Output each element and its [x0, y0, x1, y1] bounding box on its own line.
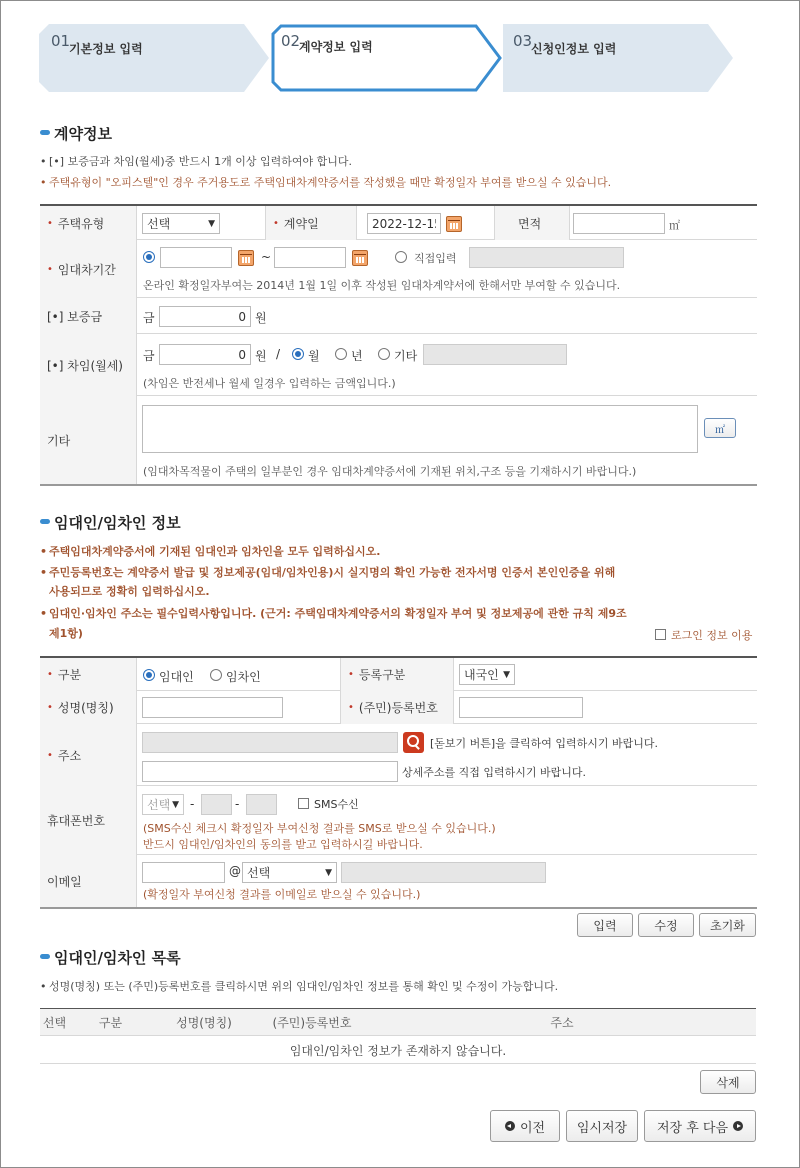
email-at: @ — [229, 864, 241, 878]
col-select: 선택 — [40, 1009, 69, 1036]
address-label: • 주소 — [40, 724, 137, 786]
contract-date-input[interactable] — [367, 213, 441, 234]
party-note-3b: 제1항) — [49, 627, 83, 640]
phone-mid-input[interactable] — [201, 794, 232, 815]
step-2-active — [271, 24, 503, 92]
rent-opt-month: 월 — [308, 349, 320, 363]
calendar-icon[interactable] — [446, 216, 462, 232]
phone-last-input[interactable] — [246, 794, 277, 815]
step-1-number: 01 — [51, 32, 71, 50]
save-next-button[interactable]: 저장 후 다음 — [644, 1110, 756, 1142]
input-button[interactable]: 입력 — [577, 913, 633, 937]
party-note-3: • 임대인·임차인 주소는 필수입력사항입니다. (근거: 주택임대차계약증서의 확정일자 부여 및 정보제공에 관한 규칙 제9조 — [40, 607, 627, 620]
id-number-input[interactable] — [459, 697, 583, 718]
email-label: 이메일 — [40, 855, 137, 907]
type-radio-lessee[interactable] — [210, 669, 222, 681]
edit-button[interactable]: 수정 — [638, 913, 694, 937]
phone-label: 휴대폰번호 — [40, 786, 137, 855]
id-number-label: • (주민)등록번호 — [340, 691, 454, 724]
step-3-number: 03 — [513, 32, 533, 50]
address-detail-input[interactable] — [142, 761, 398, 782]
search-icon[interactable] — [403, 732, 424, 753]
party-note-1: • 주택임대차계약증서에 기재된 임대인과 임차인을 모두 입력하십시오. — [40, 545, 381, 558]
period-separator: ~ — [261, 250, 272, 264]
house-type-select[interactable]: 선택 ▼ — [142, 213, 220, 234]
row-party-type — [40, 658, 757, 691]
rent-opt-other: 기타 — [394, 349, 418, 363]
col-id: (주민)등록번호 — [256, 1009, 368, 1036]
period-label: • 임대차기간 — [40, 240, 137, 298]
col-address: 주소 — [368, 1009, 756, 1036]
house-type-label: • 주택유형 — [40, 206, 137, 240]
login-info-label: 로그인 정보 이용 — [671, 629, 753, 642]
row-deposit — [40, 298, 757, 334]
rent-radio-month[interactable] — [292, 348, 304, 360]
rent-radio-other[interactable] — [378, 348, 390, 360]
section-bar-icon — [40, 954, 50, 959]
step-2-number: 02 — [281, 32, 301, 50]
step-3 — [503, 24, 735, 92]
contract-section-title: 계약정보 — [40, 123, 112, 144]
empty-message: 임대인/임차인 정보가 존재하지 않습니다. — [289, 1044, 507, 1058]
temp-save-button[interactable]: 임시저장 — [566, 1110, 638, 1142]
row-house-type — [40, 206, 757, 240]
type-opt-lessor: 임대인 — [159, 670, 194, 684]
area-unit: ㎡ — [669, 219, 680, 232]
name-label: • 성명(명칭) — [40, 691, 137, 724]
area-unit-button[interactable]: ㎡ — [704, 418, 736, 438]
area-label: 면적 — [494, 206, 570, 240]
rent-label: [•] 차임(월세) — [40, 334, 137, 396]
arrow-right-icon — [733, 1121, 743, 1131]
reset-button[interactable]: 초기화 — [699, 913, 756, 937]
etc-note: (임대차목적물이 주택의 일부분인 경우 임대차계약증서에 기재된 위치,구조 등을 기재하시기 바랍니다.) — [143, 465, 637, 478]
period-radio-direct[interactable] — [395, 251, 407, 263]
sms-label: SMS수신 — [314, 798, 359, 811]
address-hint-1: [돋보기 버튼]을 클릭하여 입력하시기 바랍니다. — [430, 737, 658, 750]
row-etc — [40, 396, 757, 486]
type-radio-lessor[interactable] — [143, 669, 155, 681]
period-note: 온라인 확정일자부여는 2014년 1월 1일 이후 작성된 임대차계약서에 한해서만 부여할 수 있습니다. — [143, 279, 621, 292]
rent-slash: / — [276, 347, 281, 361]
contract-date-label: • 계약일 — [265, 206, 357, 240]
etc-textarea[interactable] — [142, 405, 698, 453]
reg-type-select[interactable]: 내국인 ▼ — [459, 664, 515, 685]
rent-note: (차임은 반전세나 월세 일경우 입력하는 금액입니다.) — [143, 377, 396, 390]
prev-button[interactable]: 이전 — [490, 1110, 560, 1142]
direct-input-field[interactable] — [469, 247, 624, 268]
col-name: 성명(명칭) — [152, 1009, 256, 1036]
list-note: • 성명(명칭) 또는 (주민)등록번호를 클릭하시면 위의 임대인/임차인 정보를 통해 확인 및 수정이 가능합니다. — [40, 980, 559, 993]
step-3-label: 신청인정보 입력 — [531, 42, 617, 56]
list-section-title: 임대인/임차인 목록 — [40, 947, 181, 968]
email-domain-input[interactable] — [341, 862, 546, 883]
contract-table — [40, 204, 757, 484]
row-email — [40, 855, 757, 909]
rent-other-input[interactable] — [423, 344, 567, 365]
rent-opt-year: 년 — [351, 349, 363, 363]
phone-dash-1: - — [190, 797, 195, 811]
sms-checkbox[interactable] — [298, 798, 309, 809]
direct-input-label: 직접입력 — [414, 252, 457, 265]
contract-note-2: • 주택유형이 "오피스텔"인 경우 주거용도로 주택임대차계약증서를 작성했을 때만 확정일자 부여를 받으실 수 있습니다. — [40, 176, 612, 189]
party-list-table — [40, 1008, 756, 1064]
rent-prefix: 금 — [143, 349, 155, 363]
etc-label: 기타 — [40, 396, 137, 484]
phone-dash-2: - — [235, 797, 240, 811]
phone-prefix-select[interactable]: 선택 ▼ — [142, 794, 184, 815]
party-table — [40, 656, 757, 908]
deposit-prefix: 금 — [143, 311, 155, 325]
arrow-left-icon — [505, 1121, 515, 1131]
email-note: (확정일자 부여신청 결과를 이메일로 받으실 수 있습니다.) — [143, 888, 421, 901]
reg-type-label: • 등록구분 — [340, 658, 454, 691]
col-type: 구분 — [69, 1009, 152, 1036]
row-phone — [40, 786, 757, 855]
rent-radio-year[interactable] — [335, 348, 347, 360]
row-rent — [40, 334, 757, 396]
deposit-input[interactable] — [159, 306, 251, 327]
delete-button[interactable]: 삭제 — [700, 1070, 756, 1094]
calendar-icon[interactable] — [352, 250, 368, 266]
deposit-suffix: 원 — [255, 311, 267, 325]
calendar-icon[interactable] — [238, 250, 254, 266]
party-note-2b: 사용되므로 정확히 입력하십시오. — [49, 585, 210, 598]
step-2-label: 계약정보 입력 — [299, 40, 373, 54]
area-input[interactable] — [573, 213, 665, 234]
login-info-checkbox[interactable] — [655, 629, 666, 640]
step-1 — [39, 24, 271, 92]
phone-note-2: 반드시 임대인/임차인의 동의를 받고 입력하시길 바랍니다. — [143, 838, 423, 851]
row-name — [40, 691, 757, 724]
rent-suffix: 원 — [255, 349, 267, 363]
type-opt-lessee: 임차인 — [226, 670, 261, 684]
email-domain-select[interactable]: 선택 ▼ — [242, 862, 337, 883]
section-bar-icon — [40, 130, 50, 135]
step-1-label: 기본정보 입력 — [69, 42, 143, 56]
rent-input[interactable] — [159, 344, 251, 365]
row-address — [40, 724, 757, 786]
party-section-title: 임대인/임차인 정보 — [40, 512, 181, 533]
period-start-input[interactable] — [160, 247, 232, 268]
row-period — [40, 240, 757, 298]
period-radio-date[interactable] — [143, 251, 155, 263]
deposit-label: [•] 보증금 — [40, 298, 137, 334]
email-id-input[interactable] — [142, 862, 225, 883]
address-hint-2: 상세주소를 직접 입력하시기 바랍니다. — [402, 766, 587, 779]
period-end-input[interactable] — [274, 247, 346, 268]
section-bar-icon — [40, 519, 50, 524]
name-input[interactable] — [142, 697, 283, 718]
party-type-label: • 구분 — [40, 658, 137, 691]
contract-note-1: • [•] 보증금과 차임(월세)중 반드시 1개 이상 입력하여야 합니다. — [40, 155, 353, 168]
party-note-2: • 주민등록번호는 계약증서 발급 및 정보제공(임대/임차인용)시 실지명의 확인 가능한 전자서명 인증서 본인인증을 위해 — [40, 566, 616, 579]
address-input[interactable] — [142, 732, 398, 753]
phone-note-1: (SMS수신 체크시 확정일자 부여신청 결과를 SMS로 받으실 수 있습니다.) — [143, 822, 496, 835]
